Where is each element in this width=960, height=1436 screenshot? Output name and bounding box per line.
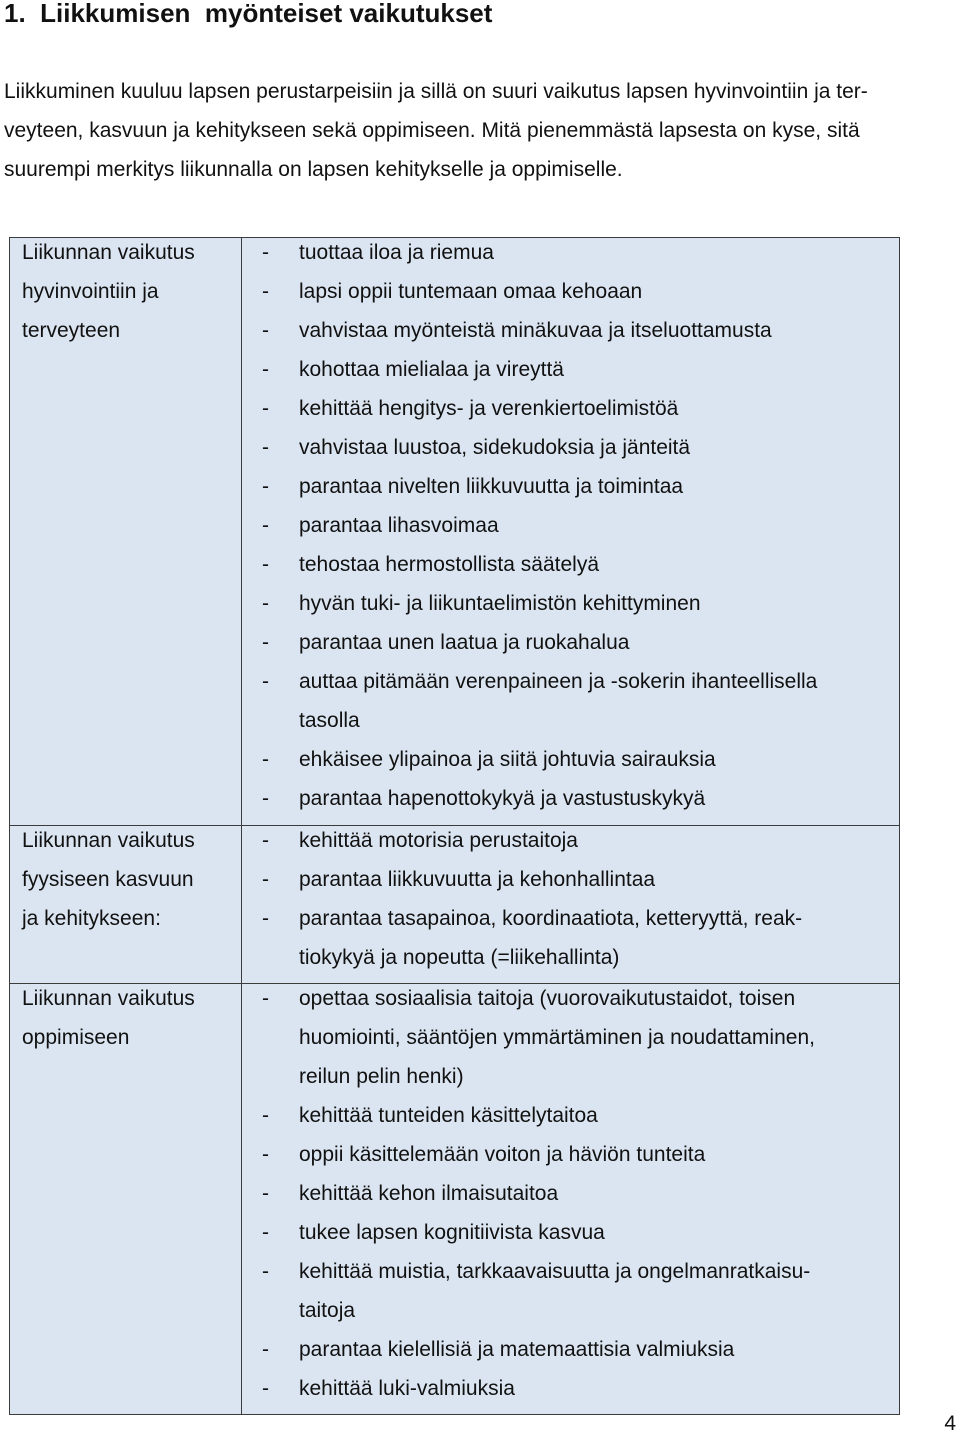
intro-paragraph — [4, 77, 954, 194]
row-label-cell — [10, 238, 242, 826]
list-item — [262, 1218, 899, 1257]
list-item — [262, 550, 899, 589]
row-label-line: ja kehitykseen: — [22, 907, 161, 930]
bullet-dash: - — [262, 358, 269, 381]
bullet-dash: - — [262, 1104, 269, 1127]
list-item-text: tuottaa iloa ja riemua — [299, 241, 494, 264]
list-item — [262, 433, 899, 472]
intro-line: Liikkuminen kuuluu lapsen perustarpeisiin ja sillä on suuri vaikutus lapsen hyvinvointiin ja ter- — [4, 80, 868, 103]
list-item-text: lapsi oppii tuntemaan omaa kehoaan — [299, 280, 643, 303]
effects-list-cell — [242, 984, 900, 1415]
bullet-dash: - — [262, 397, 269, 420]
bullet-dash: - — [262, 670, 269, 693]
list-item — [262, 745, 899, 784]
list-item — [262, 904, 899, 982]
list-item-text: parantaa liikkuvuutta ja kehonhallintaa — [299, 868, 656, 891]
section-title: Liikkumisen myönteiset vaikutukset — [40, 0, 493, 28]
list-item — [262, 667, 899, 745]
list-item-text: reilun pelin henki) — [299, 1065, 464, 1088]
bullet-dash: - — [262, 748, 269, 771]
bullet-dash: - — [262, 1143, 269, 1166]
effects-list-cell — [242, 238, 900, 826]
list-item — [262, 1374, 899, 1413]
row-label-line: oppimiseen — [22, 1026, 130, 1049]
bullet-dash: - — [262, 319, 269, 342]
list-item-text: parantaa lihasvoimaa — [299, 514, 499, 537]
bullet-dash: - — [262, 436, 269, 459]
row-label-line: fyysiseen kasvuun — [22, 868, 194, 891]
section-number: 1. — [4, 0, 26, 28]
intro-line: suurempi merkitys liikunnalla on lapsen kehitykselle ja oppimiselle. — [4, 158, 623, 181]
bullet-dash: - — [262, 592, 269, 615]
bullet-dash: - — [262, 475, 269, 498]
list-item — [262, 784, 899, 823]
bullet-dash: - — [262, 1221, 269, 1244]
bullet-dash: - — [262, 907, 269, 930]
list-item — [262, 1335, 899, 1374]
list-item — [262, 277, 899, 316]
list-item-text: kehittää tunteiden käsittelytaitoa — [299, 1104, 598, 1127]
row-label-line: Liikunnan vaikutus — [22, 987, 195, 1010]
list-item-text: ehkäisee ylipainoa ja siitä johtuvia sairauksia — [299, 748, 716, 771]
list-item-text: parantaa hapenottokykyä ja vastustuskykyä — [299, 787, 706, 810]
list-item-text: parantaa unen laatua ja ruokahalua — [299, 631, 630, 654]
list-item — [262, 865, 899, 904]
list-item-text: vahvistaa luustoa, sidekudoksia ja jänteitä — [299, 436, 691, 459]
list-item-text: kehittää luki-valmiuksia — [299, 1377, 515, 1400]
list-item — [262, 1140, 899, 1179]
list-item — [262, 589, 899, 628]
bullet-dash: - — [262, 1377, 269, 1400]
list-item-text: kehittää motorisia perustaitoja — [299, 829, 578, 852]
intro-line: veyteen, kasvuun ja kehitykseen sekä oppimiseen. Mitä pienemmästä lapsesta on kyse, sitä — [4, 119, 860, 142]
list-item — [262, 1257, 899, 1335]
effects-table — [9, 237, 900, 1415]
list-item-text: parantaa tasapainoa, koordinaatiota, ketteryyttä, reak- — [299, 907, 803, 930]
bullet-dash: - — [262, 1260, 269, 1283]
row-label-cell — [10, 826, 242, 984]
list-item — [262, 316, 899, 355]
bullet-dash: - — [262, 514, 269, 537]
page-number: 4 — [944, 1412, 956, 1435]
bullet-dash: - — [262, 241, 269, 264]
section-heading — [4, 0, 492, 29]
list-item-text: auttaa pitämään verenpaineen ja -sokerin ihanteellisella — [299, 670, 818, 693]
list-item-text: kehittää kehon ilmaisutaitoa — [299, 1182, 559, 1205]
bullet-dash: - — [262, 631, 269, 654]
bullet-dash: - — [262, 987, 269, 1010]
list-item — [262, 355, 899, 394]
bullet-dash: - — [262, 787, 269, 810]
list-item — [262, 511, 899, 550]
row-label-cell — [10, 984, 242, 1415]
row-label-line: Liikunnan vaikutus — [22, 241, 195, 264]
bullet-dash: - — [262, 1182, 269, 1205]
list-item-text: tiokykyä ja nopeutta (=liikehallinta) — [299, 946, 620, 969]
list-item-text: kohottaa mielialaa ja vireyttä — [299, 358, 564, 381]
list-item-text: opettaa sosiaalisia taitoja (vuorovaikutustaidot, toisen — [299, 987, 796, 1010]
list-item-text: parantaa kielellisiä ja matemaattisia valmiuksia — [299, 1338, 735, 1361]
row-label-line: Liikunnan vaikutus — [22, 829, 195, 852]
list-item — [262, 628, 899, 667]
bullet-dash: - — [262, 553, 269, 576]
list-item-text: oppii käsittelemään voiton ja häviön tunteita — [299, 1143, 706, 1166]
list-item-text: huomiointi, sääntöjen ymmärtäminen ja noudattaminen, — [299, 1026, 815, 1049]
list-item — [262, 984, 899, 1101]
list-item-text: tehostaa hermostollista säätelyä — [299, 553, 599, 576]
list-item-text: kehittää hengitys- ja verenkiertoelimistöä — [299, 397, 679, 420]
list-item — [262, 1179, 899, 1218]
table-row-wellbeing — [10, 238, 900, 826]
bullet-dash: - — [262, 280, 269, 303]
list-item-text: parantaa nivelten liikkuvuutta ja toimintaa — [299, 475, 684, 498]
list-item-text: tasolla — [299, 709, 360, 732]
list-item — [262, 238, 899, 277]
list-item-text: vahvistaa myönteistä minäkuvaa ja itseluottamusta — [299, 319, 772, 342]
table-row-physical — [10, 826, 900, 984]
row-label-line: terveyteen — [22, 319, 121, 342]
row-label-line: hyvinvointiin ja — [22, 280, 159, 303]
list-item — [262, 394, 899, 433]
table-row-learning — [10, 984, 900, 1415]
effects-list-cell — [242, 826, 900, 984]
list-item-text: tukee lapsen kognitiivista kasvua — [299, 1221, 605, 1244]
list-item-text: taitoja — [299, 1299, 356, 1322]
list-item — [262, 1101, 899, 1140]
list-item — [262, 472, 899, 511]
bullet-dash: - — [262, 868, 269, 891]
bullet-dash: - — [262, 1338, 269, 1361]
bullet-dash: - — [262, 829, 269, 852]
list-item-text: hyvän tuki- ja liikuntaelimistön kehittyminen — [299, 592, 701, 615]
list-item — [262, 826, 899, 865]
list-item-text: kehittää muistia, tarkkaavaisuutta ja ongelmanratkaisu- — [299, 1260, 811, 1283]
